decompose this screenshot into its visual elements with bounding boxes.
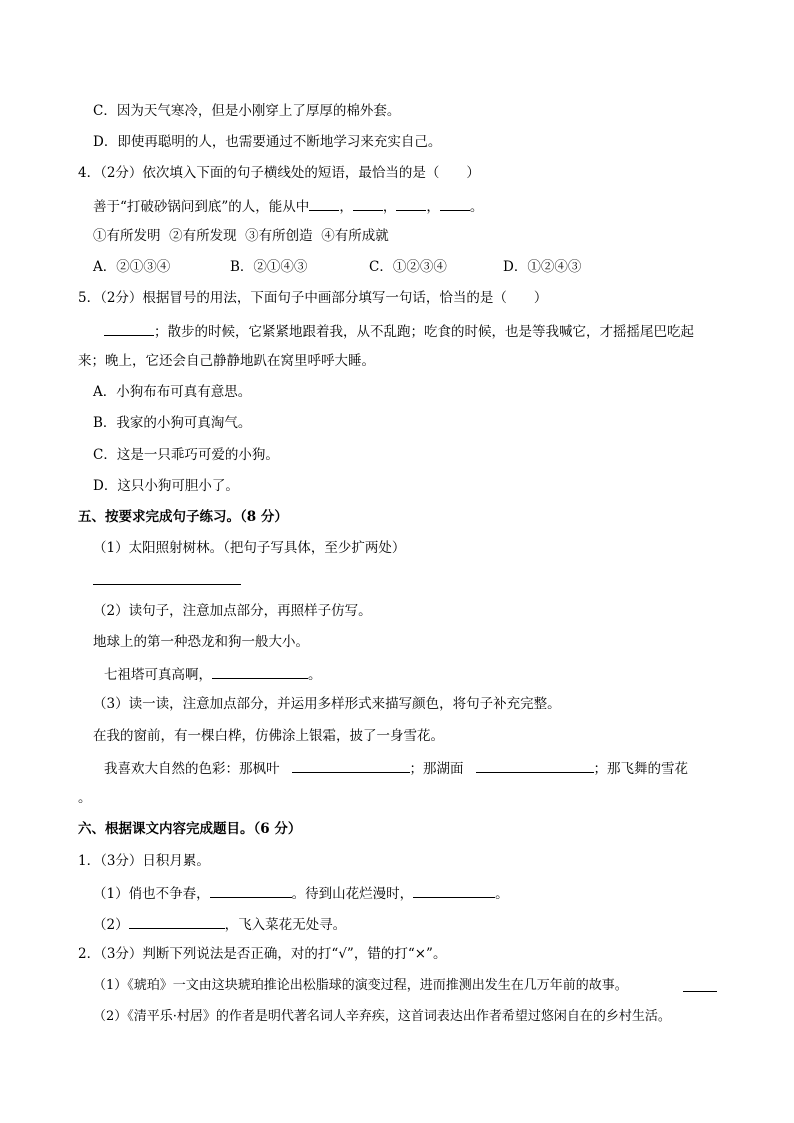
q5-stem: 5．（2分）根据冒号的用法，下面句子中画部分填写一句话，恰当的是（ ） <box>78 290 548 306</box>
s5-sub2-fill <box>104 664 322 684</box>
s6-q2-1-answer-blank[interactable] <box>683 991 717 992</box>
s6-q1-2-b: ，飞入菜花无处寻。 <box>224 917 347 933</box>
section-6-title: 六、根据课文内容完成题目。（6 分） <box>78 821 302 837</box>
q4-sep-1: ， <box>339 199 353 215</box>
q5-option-c: C．这是一只乖巧可爱的小狗。 <box>93 447 279 463</box>
s6-q1-1-b: 。待到山花烂漫时， <box>291 886 414 902</box>
s6-q2: 2．（3分）判断下列说法是否正确，对的打“√”，错的打“×”。 <box>78 946 447 962</box>
s6-q1-2-blank[interactable] <box>129 914 225 929</box>
s5-sub3-b: ；那湖面 <box>409 761 464 777</box>
q4-option-d: D．①②④③ <box>503 259 582 275</box>
s5-sub2-example: 地球上的第一种恐龙和狗一般大小。 <box>93 634 309 650</box>
q4-option-c: C．①②③④ <box>369 259 447 275</box>
section-5-title: 五、按要求完成句子练习。（8 分） <box>78 509 288 525</box>
q4-option-b: B．②①④③ <box>230 259 308 275</box>
s5-sub3-c: ；那飞舞的雪花 <box>593 761 688 777</box>
q4-sentence-start: 善于“打破砂锅问到底”的人，能从中 <box>93 199 310 215</box>
q5-option-a: A．小狗布布可真有意思。 <box>93 384 252 400</box>
s5-sub2-blank[interactable] <box>212 664 308 679</box>
q3-option-c: C．因为天气寒冷，但是小刚穿上了厚厚的棉外套。 <box>93 103 401 119</box>
q4-sep-3: ， <box>426 199 440 215</box>
s6-q1-1-blank-2[interactable] <box>413 883 495 898</box>
s5-sub3-a: 我喜欢大自然的色彩：那枫叶 <box>104 761 280 777</box>
s5-sub3-blank-2[interactable] <box>476 758 594 773</box>
q5-blank[interactable] <box>104 321 154 336</box>
q4-stem: 4．（2分）依次填入下面的句子横线处的短语，最恰当的是（ ） <box>78 165 480 181</box>
q5-passage-line-1 <box>104 321 694 341</box>
s5-sub2-start: 七祖塔可真高啊， <box>104 667 212 683</box>
s5-sub1-answer-line[interactable] <box>93 584 241 585</box>
s6-q1-2-a: （2） <box>93 917 129 933</box>
s5-sub3-example: 在我的窗前，有一棵白桦，仿佛涂上银霜，披了一身雪花。 <box>93 728 444 744</box>
s6-q2-1: （1）《琥珀》一文由这块琥珀推论出松脂球的演变过程，进而推测出发生在几万年前的故事。 <box>93 978 628 993</box>
q4-sentence <box>93 196 483 216</box>
q4-blank-4[interactable] <box>440 196 470 211</box>
s5-sub1: （1）太阳照射树林。（把句子写具体，至少扩两处） <box>93 540 406 556</box>
q4-phrases: ①有所发明 ②有所发现 ③有所创造 ④有所成就 <box>93 228 389 244</box>
s5-sub3-fill <box>104 758 688 778</box>
q4-blank-3[interactable] <box>396 196 426 211</box>
s6-q1: 1．（3分）日积月累。 <box>78 853 210 869</box>
q5-option-d: D．这只小狗可胆小了。 <box>93 478 239 494</box>
s5-sub3: （3）读一读，注意加点部分，并运用多样形式来描写颜色，将句子补充完整。 <box>93 696 561 712</box>
s6-q2-2: （2）《清平乐·村居》的作者是明代著名词人辛弃疾，这首词表达出作者希望过悠闲自在的乡村生活。 <box>93 1009 671 1024</box>
s5-sub2-end: 。 <box>308 667 322 683</box>
q4-blank-2[interactable] <box>353 196 383 211</box>
s6-q1-1 <box>93 883 509 903</box>
s6-q1-1-c: 。 <box>495 886 509 902</box>
q4-end: 。 <box>469 199 484 215</box>
s6-q1-1-a: （1）俏也不争春， <box>93 886 210 902</box>
q3-option-d: D．即使再聪明的人，也需要通过不断地学习来充实自己。 <box>93 134 442 150</box>
q5-option-b: B．我家的小狗可真淘气。 <box>93 415 252 431</box>
s5-sub3-blank-1[interactable] <box>292 758 410 773</box>
s5-sub3-end: 。 <box>78 790 92 806</box>
q4-sep-2: ， <box>382 199 397 215</box>
q5-passage-line-2: 来；晚上，它还会自己静静地趴在窝里呼呼大睡。 <box>78 353 375 369</box>
q5-line1-text: ；散步的时候，它紧紧地跟着我，从不乱跑；吃食的时候，也是等我喊它，才摇摇尾巴吃起 <box>154 324 694 340</box>
s6-q1-1-blank-1[interactable] <box>210 883 292 898</box>
s6-q1-2 <box>93 914 346 934</box>
q4-option-a: A．②①③④ <box>93 259 171 275</box>
q4-blank-1[interactable] <box>309 196 339 211</box>
s5-sub2: （2）读句子，注意加点部分，再照样子仿写。 <box>93 603 372 619</box>
